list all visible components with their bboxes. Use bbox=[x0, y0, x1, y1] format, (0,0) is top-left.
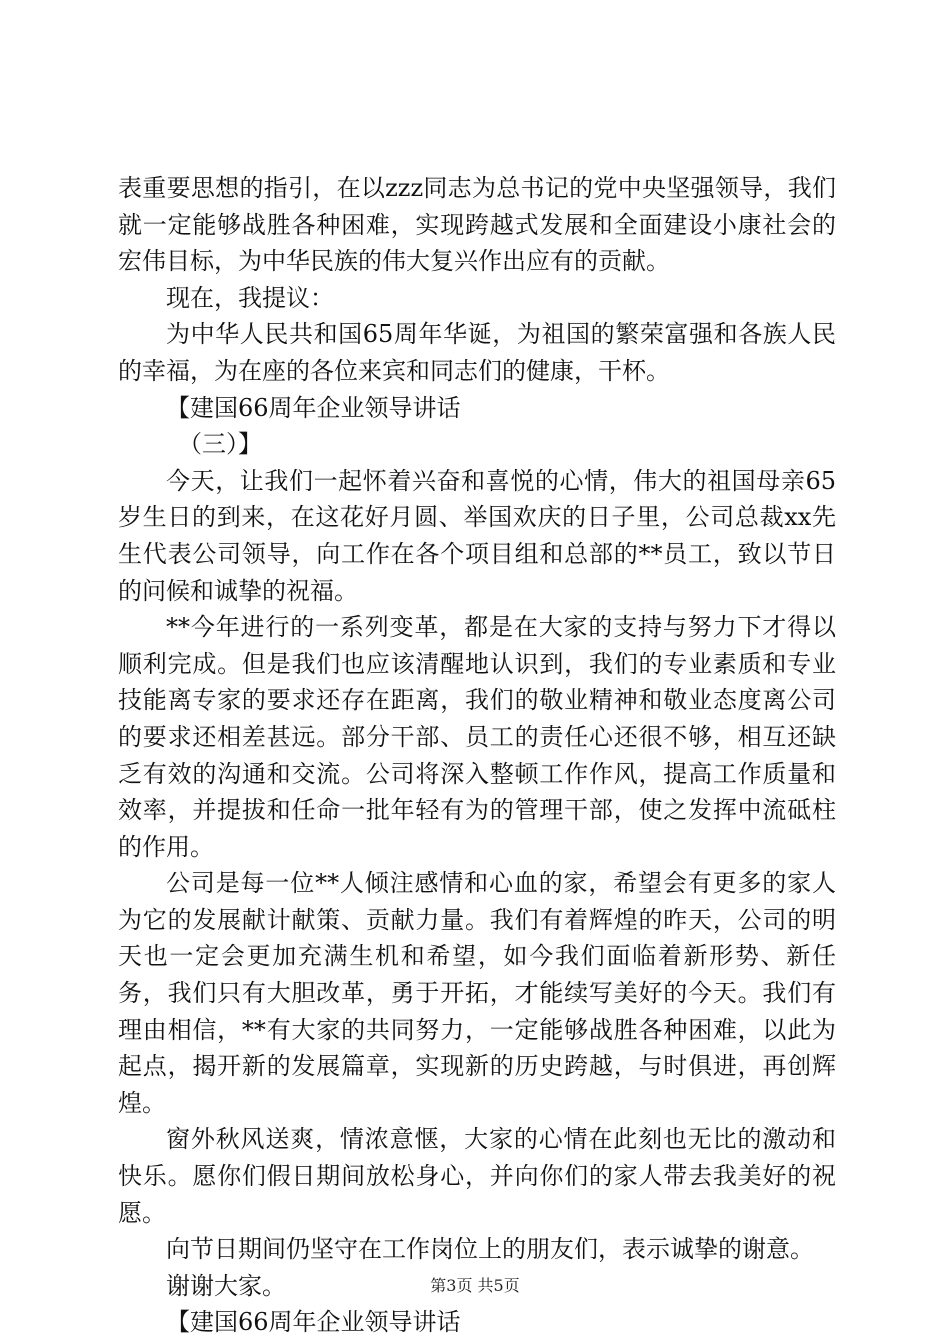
paragraph-proposal-intro: 现在，我提议： bbox=[166, 283, 334, 312]
paragraph-toast: 为中华人民共和国65周年华诞，为祖国的繁荣富强和各族人民的幸福，为在座的各位来宾和同志们的健康，干杯。 bbox=[118, 320, 836, 385]
paragraph-thanks-staff: 向节日期间仍坚守在工作岗位上的朋友们，表示诚挚的谢意。 bbox=[166, 1235, 814, 1264]
paragraph-thank-you: 谢谢大家。 bbox=[166, 1271, 286, 1300]
paragraph-greeting: 今天，让我们一起怀着兴奋和喜悦的心情，伟大的祖国母亲65岁生日的到来，在这花好月圆、举国欢庆的日子里，公司总裁xx先生代表公司领导，向工作在各个项目组和总部的**员工，致以节日的问候和诚挚的祝福。 bbox=[118, 466, 836, 605]
document-body bbox=[118, 170, 836, 1341]
section-heading-number: （三）】 bbox=[178, 430, 262, 459]
section-heading-next: 【建国66周年企业领导讲话 bbox=[166, 1308, 461, 1337]
paragraph-reform: **今年进行的一系列变革，都是在大家的支持与努力下才得以顺利完成。但是我们也应该清醒地认识到，我们的专业素质和专业技能离专家的要求还存在距离，我们的敬业精神和敬业态度离公司的要求还相差甚远。部分干部、员工的责任心还很不够，相互还缺乏有效的沟通和交流。公司将深入整顿工作作风，提高工作质量和效率，并提拔和任命一批年轻有为的管理干部，使之发挥中流砥柱的作用。 bbox=[118, 613, 836, 861]
paragraph-company-home: 公司是每一位**人倾注感情和心血的家，希望会有更多的家人为它的发展献计献策、贡献力量。我们有着辉煌的昨天，公司的明天也一定会更加充满生机和希望，如今我们面临着新形势、新任务，我们只有大胆改革，勇于开拓，才能续写美好的今天。我们有理由相信，**有大家的共同努力，一定能够战胜各种困难，以此为起点，揭开新的发展篇章，实现新的历史跨越，与时俱进，再创辉煌。 bbox=[118, 869, 836, 1117]
page-footer: 第3页 共5页 bbox=[430, 1276, 520, 1295]
section-heading: 【建国66周年企业领导讲话 bbox=[166, 393, 461, 422]
paragraph-continuation: 表重要思想的指引，在以zzz同志为总书记的党中央坚强领导，我们就一定能够战胜各种困难，实现跨越式发展和全面建设小康社会的宏伟目标，为中华民族的伟大复兴作出应有的贡献。 bbox=[118, 174, 836, 276]
paragraph-autumn: 窗外秋风送爽，情浓意惬，大家的心情在此刻也无比的激动和快乐。愿你们假日期间放松身心，并向你们的家人带去我美好的祝愿。 bbox=[118, 1125, 836, 1227]
